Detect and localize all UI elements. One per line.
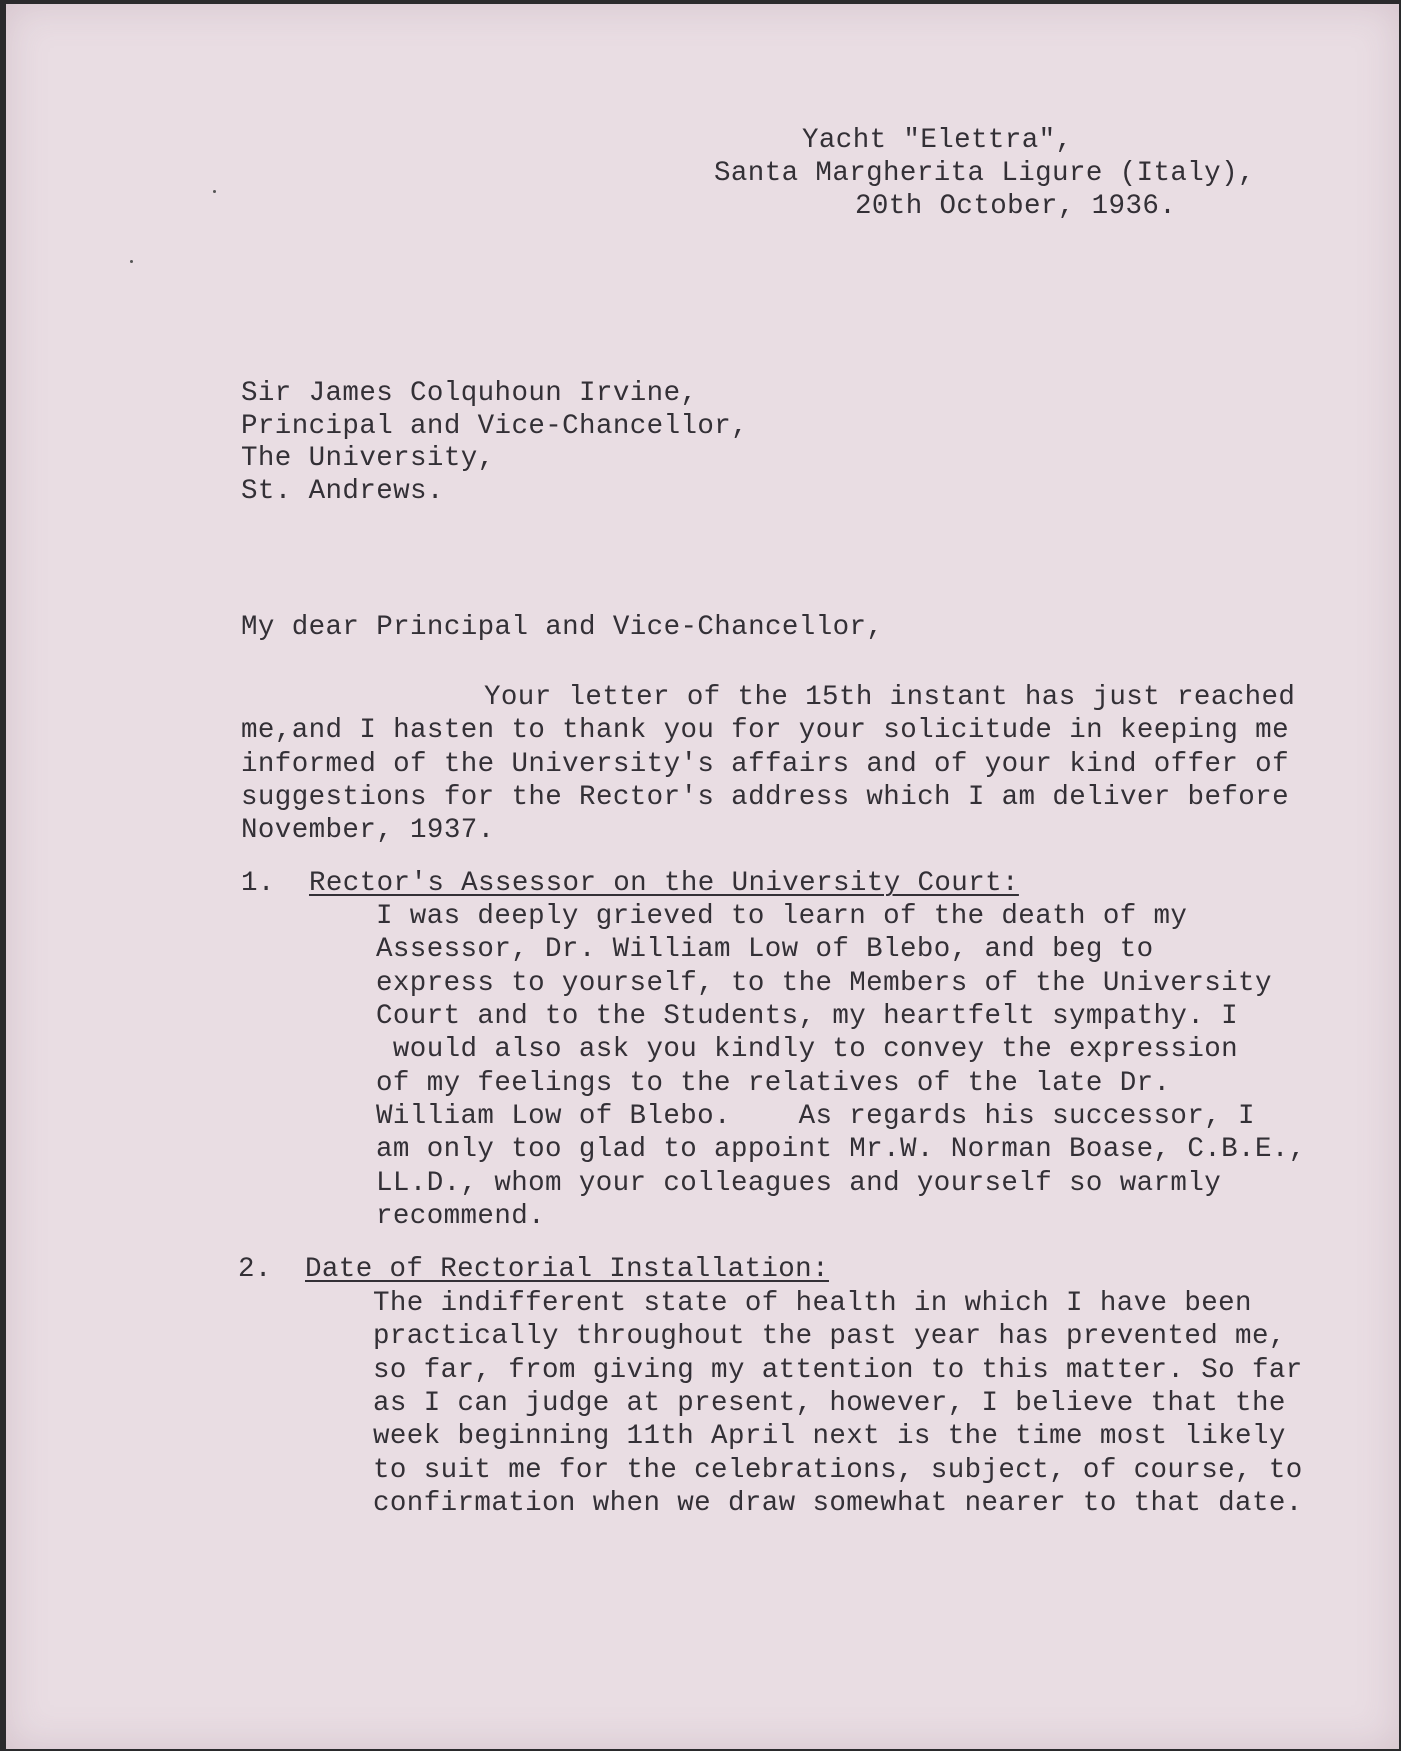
paper-speck xyxy=(130,260,133,263)
sender-address-line: Santa Margherita Ligure (Italy), xyxy=(714,158,1255,189)
section-line: so far, from giving my attention to this matter. So far xyxy=(373,1355,1303,1386)
section-line: as I can judge at present, however, I believe that the xyxy=(373,1388,1286,1419)
section-number: 1. xyxy=(241,868,275,899)
recipient-address-line: The University, xyxy=(241,443,495,474)
paragraph-line: suggestions for the Rector's address which I am deliver before xyxy=(241,782,1289,813)
recipient-address-line: Principal and Vice-Chancellor, xyxy=(241,411,749,442)
letter-page xyxy=(6,4,1399,1749)
section-line: am only too glad to appoint Mr.W. Norman Boase, C.B.E., xyxy=(376,1134,1306,1165)
section-line: William Low of Blebo. As regards his successor, I xyxy=(376,1101,1255,1132)
section-number: 2. xyxy=(238,1254,272,1285)
section-line: confirmation when we draw somewhat nearer to that date. xyxy=(373,1488,1303,1519)
salutation: My dear Principal and Vice-Chancellor, xyxy=(241,612,884,643)
section-heading: Date of Rectorial Installation: xyxy=(305,1254,829,1285)
section-line: Court and to the Students, my heartfelt sympathy. I xyxy=(376,1001,1239,1032)
section-line: LL.D., whom your colleagues and yourself so warmly xyxy=(376,1168,1222,1199)
section-line: The indifferent state of health in which I have been xyxy=(373,1288,1252,1319)
section-line: to suit me for the celebrations, subject, of course, to xyxy=(373,1455,1303,1486)
paragraph-line: Your letter of the 15th instant has just reached xyxy=(484,682,1296,713)
section-line: express to yourself, to the Members of the University xyxy=(376,968,1272,999)
section-line: practically throughout the past year has prevented me, xyxy=(373,1321,1286,1352)
section-line: Assessor, Dr. William Low of Blebo, and beg to xyxy=(376,934,1154,965)
paragraph-line: me,and I hasten to thank you for your solicitude in keeping me xyxy=(241,715,1289,746)
recipient-address-line: Sir James Colquhoun Irvine, xyxy=(241,378,698,409)
section-line: would also ask you kindly to convey the expression xyxy=(376,1034,1239,1065)
paragraph-line: informed of the University's affairs and of your kind offer of xyxy=(241,749,1289,780)
section-heading: Rector's Assessor on the University Court: xyxy=(309,868,1019,899)
paper-speck xyxy=(213,190,216,193)
recipient-address-line: St. Andrews. xyxy=(241,476,444,507)
sender-address-line: 20th October, 1936. xyxy=(855,191,1177,222)
section-line: week beginning 11th April next is the time most likely xyxy=(373,1421,1286,1452)
sender-address-line: Yacht "Elettra", xyxy=(802,125,1073,156)
paragraph-line: November, 1937. xyxy=(241,815,495,846)
section-line: I was deeply grieved to learn of the death of my xyxy=(376,901,1188,932)
section-line: of my feelings to the relatives of the late Dr. xyxy=(376,1068,1171,1099)
section-line: recommend. xyxy=(376,1201,546,1232)
